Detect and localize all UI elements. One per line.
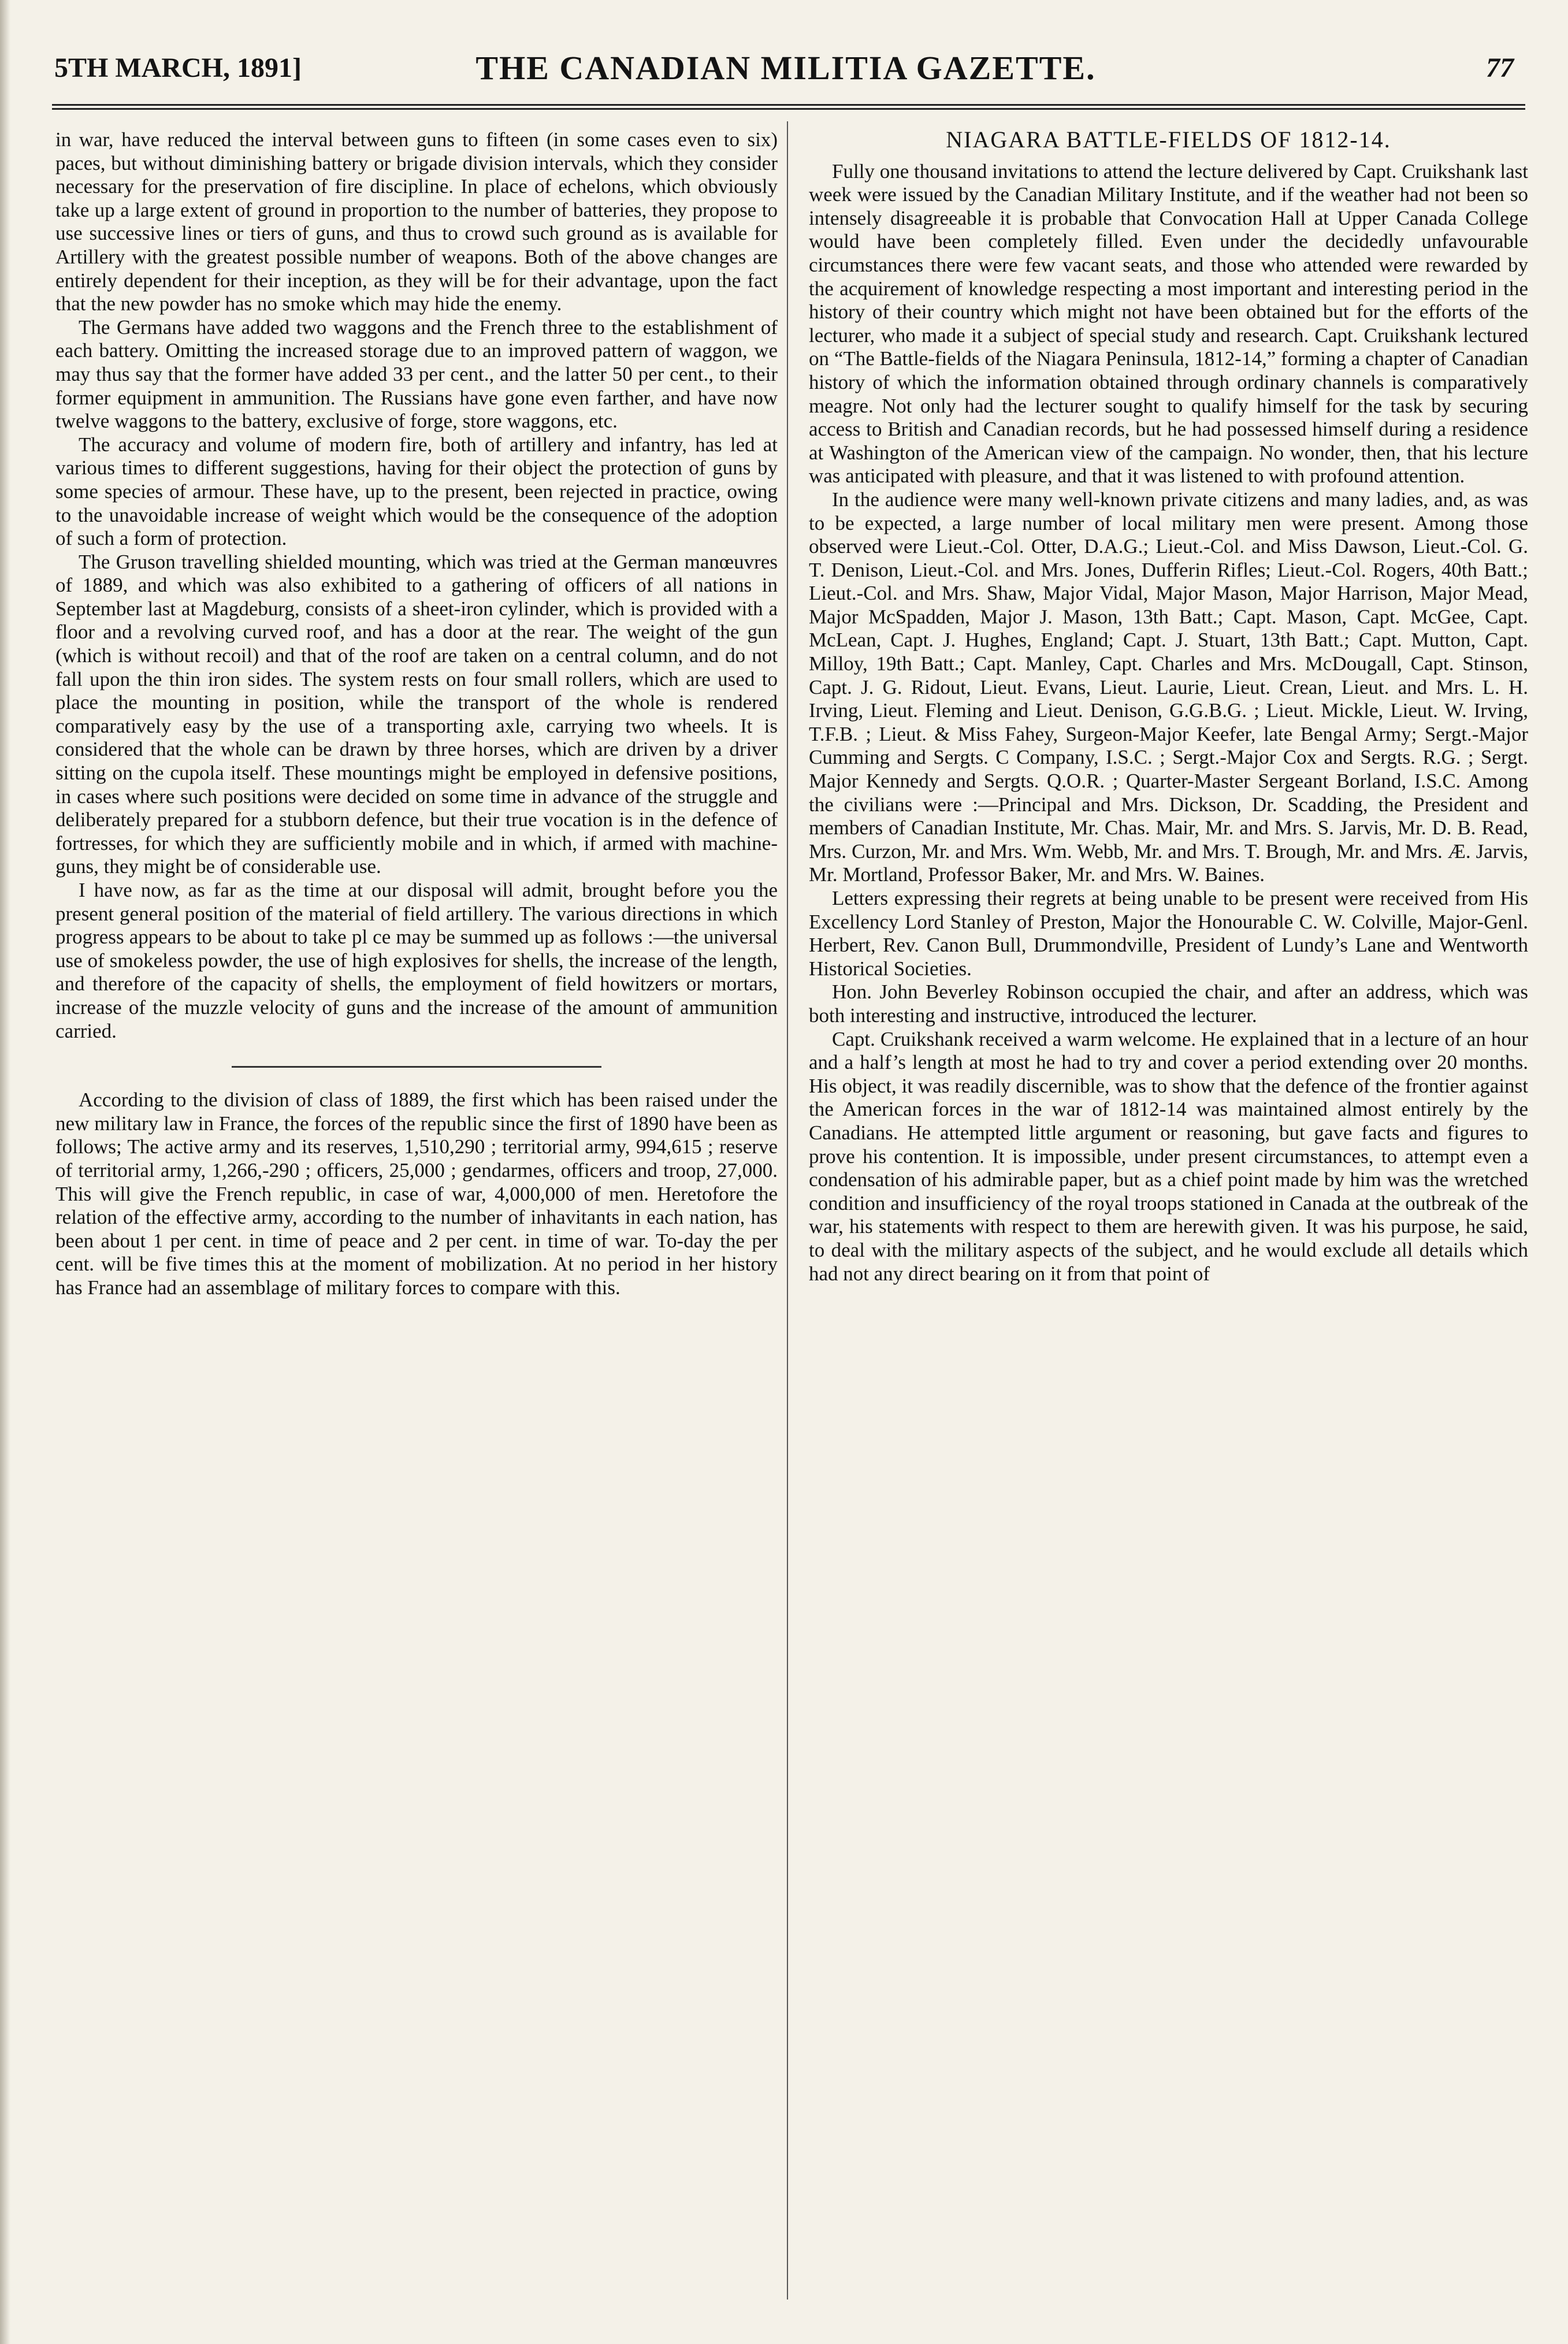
article-paragraph: The accuracy and volume of modern fire, both of artillery and infantry, has led at various times to different suggestions, having for their object the protection of guns by some species of armour. These have, up to the present, been rejected in practice, owing to the unavoidable increase of weight which would be the consequence of the adoption of such a form of protection. [55,433,778,550]
page-header [35,46,1537,104]
column-divider [787,121,788,2300]
article-paragraph: Fully one thousand invitations to attend the lecture delivered by Capt. Cruikshank last week were issued by the Canadian Military Institute, and if the weather had not been so intensely disagreeable it is probable that Convocation Hall at Upper Canada College would have been completely filled. Even under the decidedly unfavourable circumstances there were few vacant seats, and those who attended were rewarded by the acquirement of knowledge respecting a most important and interesting period in the history of their country which might not have been obtained but for the efforts of the lecturer, who made it a subject of special study and research. Capt. Cruikshank lectured on “The Battle-fields of the Niagara Peninsula, 1812-14,” forming a chapter of Canadian history of which the information obtained through ordinary channels is comparatively meagre. Not only had the lecturer sought to qualify himself for the task by securing access to British and Canadian records, but he had possessed himself during a residence at Washington of the American view of the campaign. No wonder, then, that his lecture was anticipated with pleasure, and that it was listened to with profound attention. [809,159,1528,488]
article-paragraph: The Gruson travelling shielded mounting, which was tried at the German manœuvres of 1889, and which was also exhibited to a gathering of officers of all nations in September last at Magdeburg, consists of a sheet-iron cylinder, which is provided with a floor and a revolving curved roof, and has a door at the rear. The weight of the gun (which is without recoil) and that of the roof are taken on a central column, and do not fall upon the thin iron sides. The system rests on four small rollers, which are used to place the mounting in position, while the transport of the whole is rendered comparatively easy by the use of a transporting axle, carrying two wheels. It is considered that the whole can be drawn by three horses, which are driven by a driver sitting on the cupola itself. These mountings might be employed in defensive positions, in cases where such positions were decided on some time in advance of the struggle and deliberately prepared for a stubborn defence, but their true vocation is in the defence of fortresses, for which they are sufficiently mobile and in which, if armed with machine-guns, they might be of considerable use. [55,550,778,878]
header-rule [52,104,1525,110]
masthead-title: THE CANADIAN MILITIA GAZETTE. [475,49,1096,87]
section-separator [232,1066,601,1068]
french-army-note [55,1089,778,1299]
article-paragraph: I have now, as far as the time at our disposal will admit, brought before you the present general position of the material of field artillery. The various directions in which progress appears to be about to take pl ce may be summed up as follows :—the universal use of smokeless powder, the use of high explosives for shells, the increase of the length, and therefore of the capacity of shells, the employment of field howitzers or mortars, increase of the muzzle velocity of guns and the increase of the amount of ammunition carried. [55,879,778,1042]
binding-edge [0,0,10,2344]
header-date: 5TH MARCH, 1891] [54,53,302,83]
right-column [809,128,1528,1286]
article-paragraph: Letters expressing their regrets at being unable to be present were received from His Excellency Lord Stanley of Preston, Major the Honourable C. W. Colville, Major-Genl. Herbert, Rev. Canon Bull, Drummondville, President of Lundy’s Lane and Wentworth Historical Societies. [809,887,1528,980]
article-paragraph: In the audience were many well-known private citizens and many ladies, and, as was to be expected, a large number of local military men were present. Among those observed were Lieut.-Col. Otter, D.A.G.; Lieut.-Col. and Miss Dawson, Lieut.-Col. G. T. Denison, Lieut.-Col. and Mrs. Jones, Dufferin Rifles; Lieut.-Col. Rogers, 40th Batt.; Lieut.-Col. and Mrs. Shaw, Major Vidal, Major Mason, Major Harrison, Major Mead, Major McSpadden, Major J. Mason, 13th Batt.; Capt. Mason, Capt. McGee, Capt. McLean, Capt. J. Hughes, England; Capt. J. Stuart, 13th Batt.; Capt. Mutton, Capt. Milloy, 19th Batt.; Capt. Manley, Capt. Charles and Mrs. McDougall, Capt. Stinson, Capt. J. G. Ridout, Lieut. Evans, Lieut. Laurie, Lieut. Crean, Lieut. and Mrs. L. H. Irving, Lieut. Fleming and Lieut. Denison, G.G.B.G. ; Lieut. Mickle, Lieut. W. Irving, T.F.B. ; Lieut. & Miss Fahey, Surgeon-Major Keefer, late Bengal Army; Sergt.-Major Cumming and Sergts. C Company, I.S.C. ; Sergt.-Major Cox and Sergts. R.G. ; Sergt. Major Kennedy and Sergts. Q.O.R. ; Quarter-Master Sergeant Borland, I.S.C. Among the civilians were :—Principal and Mrs. Dickson, Dr. Scadding, the President and members of Canadian Institute, Mr. Chas. Mair, Mr. and Mrs. S. Jarvis, Mr. D. B. Read, Mrs. Curzon, Mr. and Mrs. Wm. Webb, Mr. and Mrs. T. Brough, Mr. and Mrs. Æ. Jarvis, Mr. Mortland, Professor Baker, Mr. and Mrs. W. Baines. [809,488,1528,886]
left-column [55,128,778,1300]
article-heading: NIAGARA BATTLE-FIELDS OF 1812-14. [946,127,1391,153]
article-paragraph: The Germans have added two waggons and the French three to the establishment of each battery. Omitting the increased storage due to an improved pattern of waggon, we may thus say that the former have added 33 per cent., and the latter 50 per cent., to their former equipment in ammunition. The Russians have gone even farther, and have now twelve waggons to the battery, exclusive of forge, store waggons, etc. [55,315,778,433]
article-paragraph: in war, have reduced the interval between guns to fifteen (in some cases even to six) paces, but without diminishing battery or brigade division intervals, which they consider necessary for the preservation of fire discipline. In place of echelons, which obviously take up a large extent of ground in proportion to the number of batteries, they propose to use successive lines or tiers of guns, and thus to crowd such ground as is available for Artillery with the greatest possible number of weapons. Both of the above changes are entirely dependent for their inception, as they will be for their advantage, upon the fact that the new powder has no smoke which may hide the enemy. [55,128,778,315]
article-paragraph: Capt. Cruikshank received a warm welcome. He explained that in a lecture of an hour and a half’s length at most he had to try and cover a period extending over 20 months. His object, it was readily discernible, was to show that the defence of the frontier against the American forces in the war of 1812-14 was maintained almost entirely by the Canadians. He attempted little argument or reasoning, but gave facts and figures to prove his contention. It is impossible, under present circumstances, to attempt even a condensation of his admirable paper, but as a chief point made by him was the wretched condition and insufficiency of the royal troops stationed in Canada at the outbreak of the war, his statements with respect to them are herewith given. It was his purpose, he said, to deal with the military aspects of the subject, and he would exclude all details which had not any direct bearing on it from that point of [809,1027,1528,1285]
note-paragraph: According to the division of class of 1889, the first which has been raised under the new military law in France, the forces of the republic since the first of 1890 have been as follows; The active army and its reserves, 1,510,290 ; territorial army, 994,615 ; reserve of territorial army, 1,266,-290 ; officers, 25,000 ; gendarmes, officers and troop, 27,000. This will give the French republic, in case of war, 4,000,000 of men. Heretofore the relation of the effective army, according to the number of inhavitants in each nation, has been about 1 per cent. in time of peace and 2 per cent. in time of war. To-day the per cent. will be five times this at the moment of mobilization. At no period in her history has France had an assemblage of military forces to compare with this. [55,1089,778,1299]
page-number: 77 [1486,53,1514,83]
article-paragraph: Hon. John Beverley Robinson occupied the chair, and after an address, which was both interesting and instructive, introduced the lecturer. [809,980,1528,1027]
